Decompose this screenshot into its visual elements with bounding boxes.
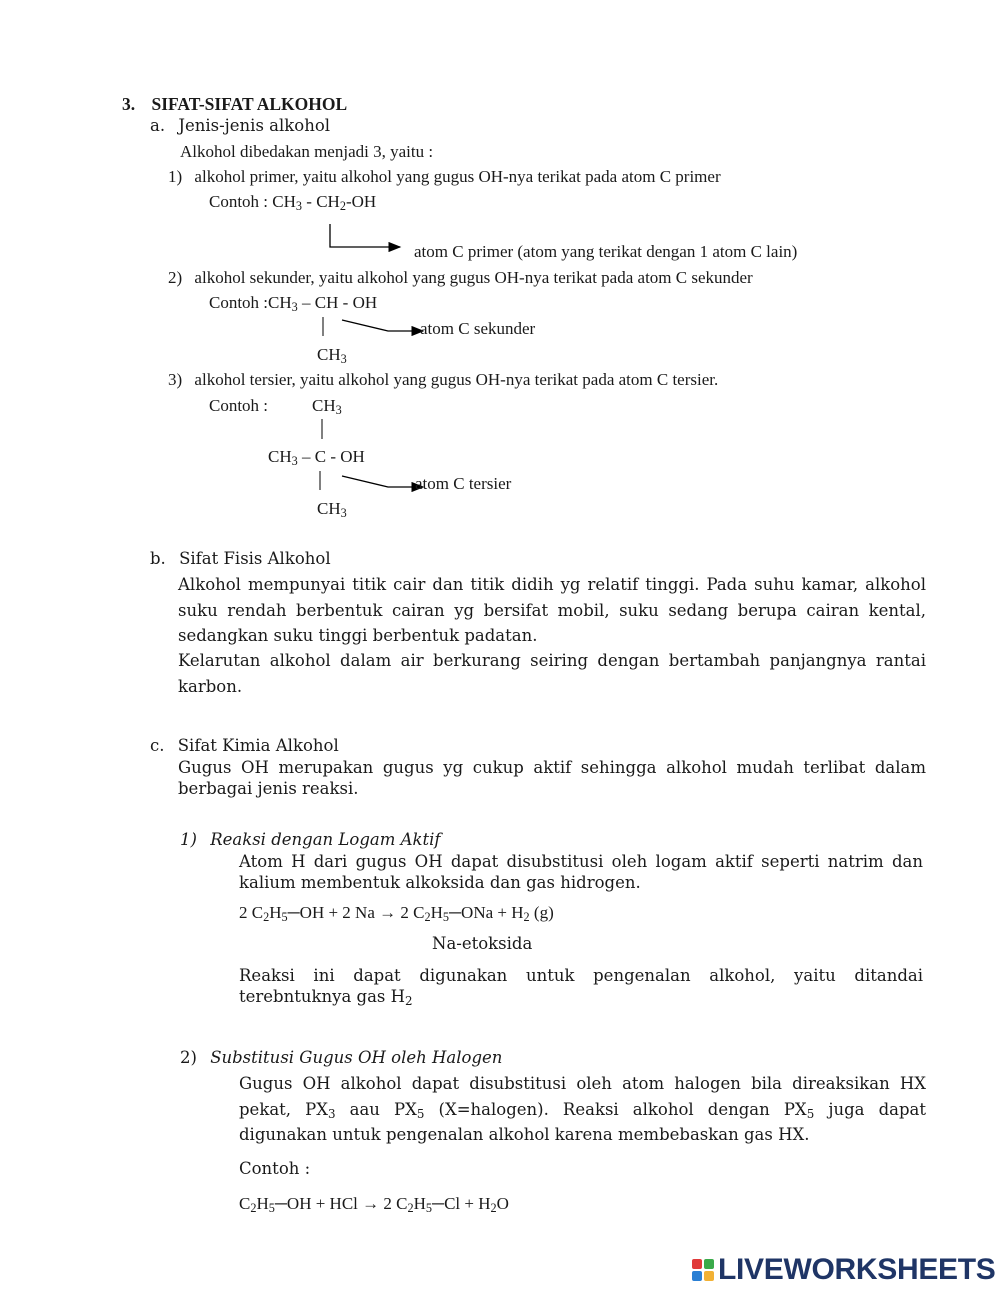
part-b-para2: Kelarutan alkohol dalam air berkurang seiring dengan bertambah panjangnya rantai karbon. — [178, 651, 926, 696]
tertiary-annotation: atom C tersier — [415, 474, 512, 493]
logo-block-blue — [692, 1271, 702, 1281]
reaction2-desc: Gugus OH alkohol dapat disubstitusi oleh atom halogen bila direaksikan HX pekat, $PX_3$ aau $PX_5$ (X=halogen). Reaksi alkohol dengan $PX_5$ juga dapat digunakan untuk pengenalan alkohol karena membebaskan gas HX. — [239, 1074, 926, 1144]
secondary-branch: $CH_3$ — [317, 345, 347, 367]
tertiary-top: $CH_3$ — [312, 396, 342, 418]
logo-mark-icon — [692, 1259, 714, 1281]
reaction1-num: 1) — [180, 830, 197, 849]
reaction1-heading — [180, 830, 441, 849]
part-c-marker: c. — [150, 736, 165, 755]
logo-block-yellow — [704, 1271, 714, 1281]
tertiary-formula: $CH_3$ – C - OH — [268, 447, 365, 469]
section-number: 3. — [122, 94, 136, 114]
tertiary-item — [168, 370, 718, 390]
primary-text: alkohol primer, yaitu alkohol yang gugus OH-nya terikat pada atom C primer — [194, 167, 721, 186]
part-b-heading — [150, 549, 331, 568]
secondary-text: alkohol sekunder, yaitu alkohol yang gugus OH-nya terikat pada atom C sekunder — [194, 268, 753, 287]
part-a-title: Jenis-jenis alkohol — [178, 116, 331, 135]
reaction1-equation: 2 $C_2H_5─OH + 2$ Na → 2 $C_2H_5─ONa + H_2$ (g) — [239, 903, 554, 925]
tertiary-example-label: Contoh : — [209, 396, 269, 415]
logo-text: LIVEWORKSHEETS — [718, 1253, 996, 1286]
part-c-intro: Gugus OH merupakan gugus yg cukup aktif sehingga alkohol mudah terlibat dalam berbagai jenis reaksi. — [178, 758, 926, 798]
tertiary-arrow — [342, 476, 423, 487]
part-b-para1: Alkohol mempunyai titik cair dan titik didih yg relatif tinggi. Pada suhu kamar, alkohol suku rendah berbentuk cairan yg bersifat mobil, suku sedang berupa cairan kental, sedangkan suku tinggi berbentuk padatan. — [178, 575, 926, 645]
section-title: SIFAT-SIFAT ALKOHOL — [151, 94, 348, 114]
secondary-annotation: atom C sekunder — [420, 319, 536, 338]
logo-block-green — [704, 1259, 714, 1269]
reaction1-desc: Atom H dari gugus OH dapat disubstitusi oleh logam aktif seperti natrim dan kalium membentuk alkoksida dan gas hidrogen. — [239, 852, 923, 892]
liveworksheets-logo[interactable] — [692, 1255, 996, 1285]
section-heading — [122, 94, 347, 115]
primary-item — [168, 167, 721, 187]
secondary-item — [168, 268, 753, 288]
secondary-num: 2) — [168, 268, 183, 287]
reaction2-equation: $C_2H_5─OH$ + HCl → 2 $C_2H_5─Cl + H_2O$ — [239, 1194, 509, 1216]
part-b-marker: b. — [150, 549, 166, 568]
secondary-arrow — [342, 320, 423, 331]
primary-arrow — [330, 224, 400, 247]
part-b-title: Sifat Fisis Alkohol — [179, 549, 331, 568]
reaction2-example-label: Contoh : — [239, 1159, 311, 1178]
primary-example-label: Contoh : — [209, 192, 273, 211]
part-c-title: Sifat Kimia Alkohol — [177, 736, 339, 755]
secondary-example — [209, 293, 377, 313]
reaction2-heading — [180, 1048, 502, 1067]
tertiary-num: 3) — [168, 370, 183, 389]
tertiary-bottom: $CH_3$ — [317, 499, 347, 521]
tertiary-text: alkohol tersier, yaitu alkohol yang gugus OH-nya terikat pada atom C tersier. — [194, 370, 719, 389]
primary-annotation: atom C primer (atom yang terikat dengan 1 atom C lain) — [414, 242, 798, 261]
primary-formula: $CH_3 - CH_2-OH$ — [272, 192, 377, 214]
secondary-example-label: Contoh : — [209, 293, 269, 312]
reaction1-title: Reaksi dengan Logam Aktif — [210, 830, 441, 849]
secondary-formula: $CH_3$ – CH - OH — [268, 293, 378, 315]
reaction2-title: Substitusi Gugus OH oleh Halogen — [210, 1048, 503, 1067]
reaction2-num: 2) — [180, 1048, 197, 1067]
primary-num: 1) — [168, 167, 183, 186]
logo-block-red — [692, 1259, 702, 1269]
reaction1-product-name: Na-etoksida — [432, 934, 533, 953]
part-a-heading — [150, 116, 330, 135]
primary-example — [209, 192, 376, 212]
part-a-marker: a. — [150, 116, 166, 135]
part-a-intro: Alkohol dibedakan menjadi 3, yaitu : — [180, 142, 434, 161]
part-c-heading — [150, 736, 339, 755]
reaction1-note: Reaksi ini dapat digunakan untuk pengenalan alkohol, yaitu ditandai terebntuknya gas $H_2$ — [239, 966, 923, 1008]
